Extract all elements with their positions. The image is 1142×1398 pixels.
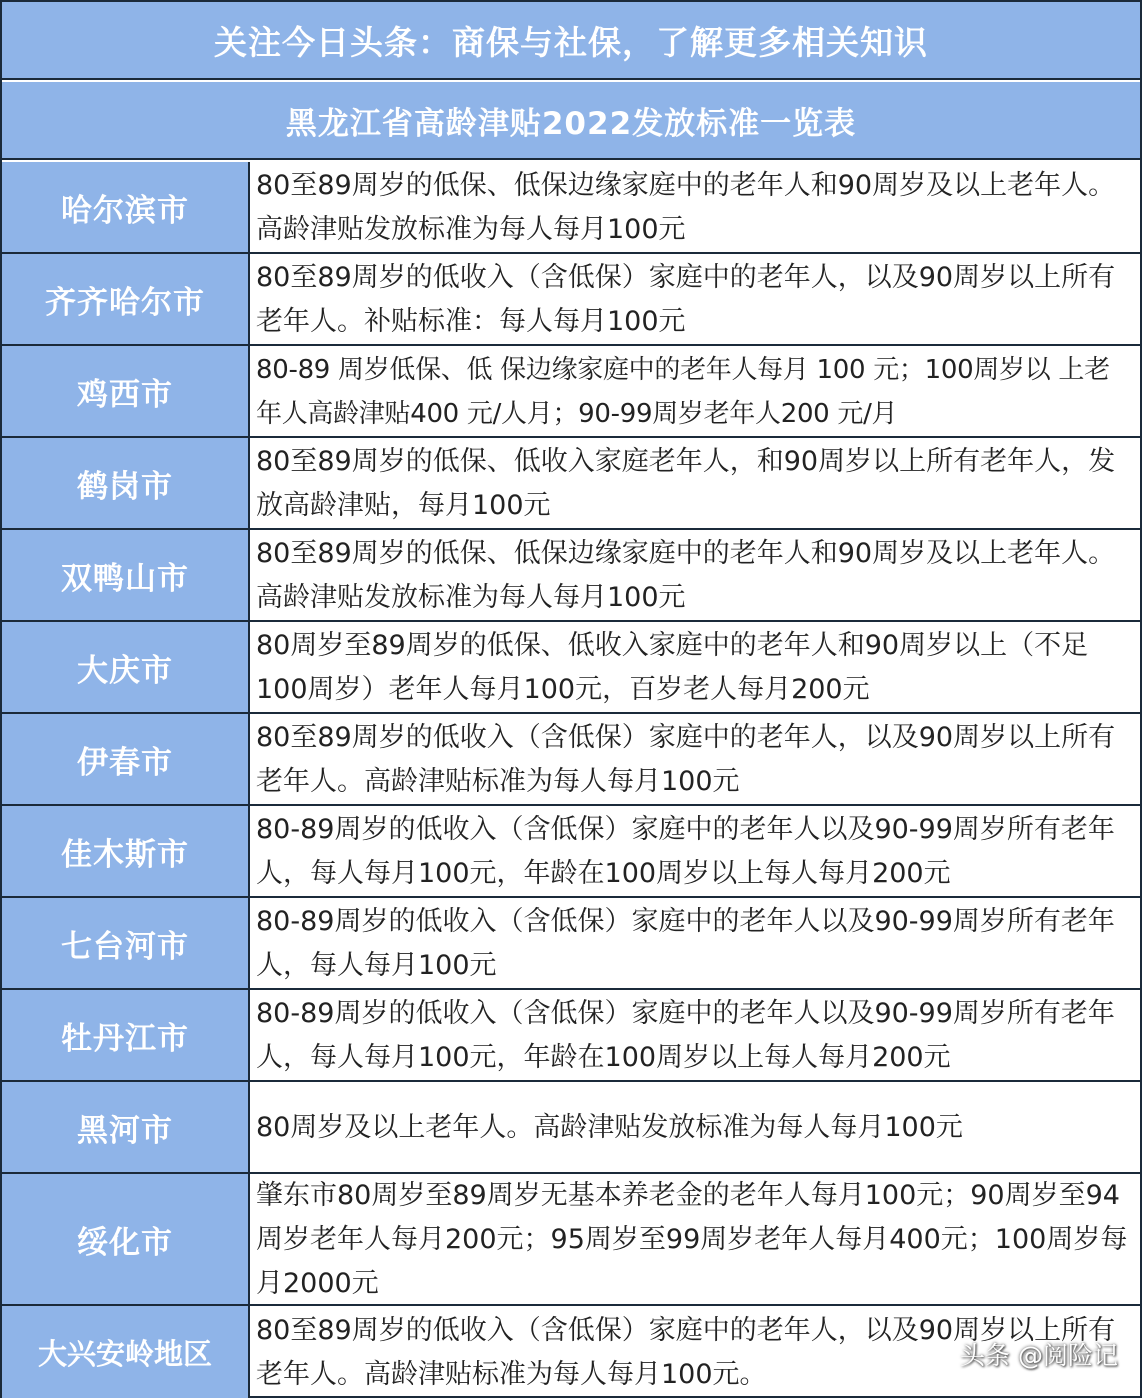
standard-cell: 80至89周岁的低收入（含低保）家庭中的老年人，以及90周岁以上所有老年人。补贴标准：每人每月100元 (256, 262, 1116, 337)
city-cell: 鸡西市 (2, 346, 250, 436)
city-cell: 大庆市 (2, 622, 250, 712)
city-cell: 七台河市 (2, 898, 250, 988)
table-row (2, 438, 1140, 530)
table-row (2, 530, 1140, 622)
table-row (2, 898, 1140, 990)
city-cell: 大兴安岭地区 (2, 1306, 250, 1398)
standard-cell: 80-89 周岁低保、低 保边缘家庭中的老年人每月 100 元；100周岁以 上老年人高龄津贴400 元/人月；90-99周岁老年人200 元/月 (256, 355, 1110, 429)
standard-cell: 80-89周岁的低收入（含低保）家庭中的老年人以及90-99周岁所有老年人，每人每月100元，年龄在100周岁以上每人每月200元 (256, 814, 1115, 889)
standard-cell: 80至89周岁的低收入（含低保）家庭中的老年人，以及90周岁以上所有老年人。高龄津贴标准为每人每月100元 (256, 722, 1116, 797)
city-cell: 佳木斯市 (2, 806, 250, 896)
promo-banner: 关注今日头条：商保与社保，了解更多相关知识 (2, 2, 1140, 80)
city-cell: 哈尔滨市 (2, 162, 250, 252)
standard-cell: 80-89周岁的低收入（含低保）家庭中的老年人以及90-99周岁所有老年人，每人每月100元 (256, 906, 1115, 981)
city-cell: 齐齐哈尔市 (2, 254, 250, 344)
source-watermark: 头条 @阅险记 (960, 1341, 1118, 1370)
city-cell: 黑河市 (2, 1082, 250, 1172)
table-row (2, 806, 1140, 898)
table-row (2, 162, 1140, 254)
standard-cell: 肇东市80周岁至89周岁无基本养老金的老年人每月100元；90周岁至94周岁老年人每月200元；95周岁至99周岁老年人每月400元；100周岁每月2000元 (256, 1180, 1128, 1299)
table-row (2, 346, 1140, 438)
table-row (2, 714, 1140, 806)
table-row (2, 622, 1140, 714)
standard-cell: 80至89周岁的低收入（含低保）家庭中的老年人，以及90周岁以上所有老年人。高龄津贴标准为每人每月100元。 (256, 1315, 1116, 1390)
table-row (2, 1082, 1140, 1174)
standard-cell: 80至89周岁的低保、低保边缘家庭中的老年人和90周岁及以上老年人。高龄津贴发放标准为每人每月100元 (256, 538, 1116, 613)
table-row (2, 1174, 1140, 1306)
city-cell: 伊春市 (2, 714, 250, 804)
table-row (2, 254, 1140, 346)
city-cell: 绥化市 (2, 1174, 250, 1304)
standard-cell: 80至89周岁的低保、低保边缘家庭中的老年人和90周岁及以上老年人。高龄津贴发放标准为每人每月100元 (256, 170, 1116, 245)
standard-cell: 80周岁及以上老年人。高龄津贴发放标准为每人每月100元 (256, 1112, 963, 1143)
city-cell: 鹤岗市 (2, 438, 250, 528)
city-cell: 双鸭山市 (2, 530, 250, 620)
standard-cell: 80周岁至89周岁的低保、低收入家庭中的老年人和90周岁以上（不足100周岁）老年人每月100元，百岁老人每月200元 (256, 630, 1089, 705)
city-cell: 牡丹江市 (2, 990, 250, 1080)
subsidy-table (2, 162, 1140, 1398)
standard-cell: 80至89周岁的低保、低收入家庭老年人，和90周岁以上所有老年人，发放高龄津贴，每月100元 (256, 446, 1116, 521)
table-row (2, 990, 1140, 1082)
standard-cell: 80-89周岁的低收入（含低保）家庭中的老年人以及90-99周岁所有老年人，每人每月100元，年龄在100周岁以上每人每月200元 (256, 998, 1115, 1073)
table-title: 黑龙江省高龄津贴2022发放标准一览表 (2, 82, 1140, 160)
